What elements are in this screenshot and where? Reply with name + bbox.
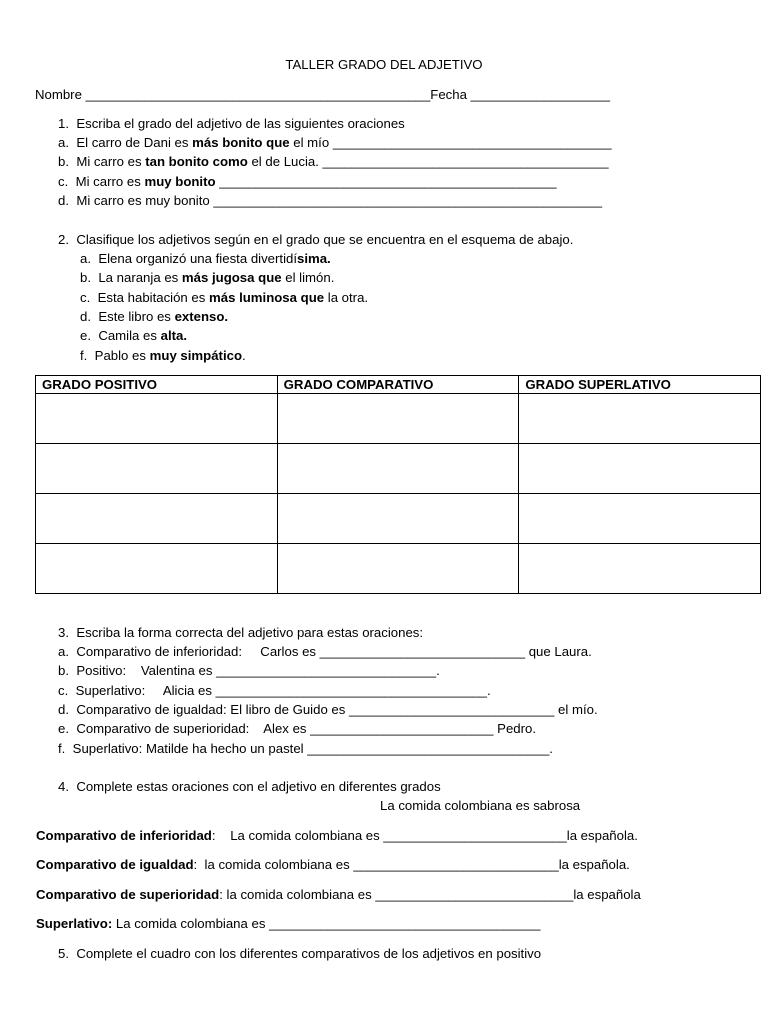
table-row [36,494,761,544]
section-2-item: a. Elena organizó una fiesta divertidísima. [80,251,331,266]
nombre-field[interactable]: _______________________________________________ [85,87,431,102]
fecha-label: Fecha [430,87,467,102]
section-2-heading: 2. Clasifique los adjetivos según en el grado que se encuentra en el esquema de abajo. [58,232,574,247]
section-5-heading: 5. Complete el cuadro con los diferentes comparativos de los adjetivos en positivo [58,946,542,961]
header-positivo: GRADO POSITIVO [36,376,278,394]
section-1-item: a. El carro de Dani es más bonito que el mío ______________________________________ [58,135,612,150]
section-4-example: La comida colombiana es sabrosa [380,798,581,813]
classification-table [35,375,761,594]
section-2-item: f. Pablo es muy simpático. [80,348,246,363]
header-superlativo: GRADO SUPERLATIVO [519,376,761,394]
section-4-item: Superlativo: La comida colombiana es _____________________________________ [36,916,541,931]
nombre-label: Nombre [35,87,82,102]
table-header-row [36,376,761,394]
section-3-item: e. Comparativo de superioridad: Alex es _________________________ Pedro. [58,721,537,736]
fecha-field[interactable]: ___________________ [470,87,610,102]
table-cell[interactable] [519,544,761,594]
section-1-item: c. Mi carro es muy bonito ______________________________________________ [58,174,557,189]
table-row [36,394,761,444]
section-2-item: e. Camila es alta. [80,328,188,343]
table-cell[interactable] [36,394,278,444]
section-2-item: c. Esta habitación es más luminosa que la otra. [80,290,369,305]
section-3-item: d. Comparativo de igualdad: El libro de Guido es ____________________________ el mío. [58,702,598,717]
section-4-item: Comparativo de igualdad: la comida colombiana es ____________________________la española. [36,857,630,872]
section-4-item: Comparativo de superioridad: la comida colombiana es ___________________________la española [36,887,641,902]
table-cell[interactable] [36,544,278,594]
table-cell[interactable] [519,444,761,494]
section-3-item: f. Superlativo: Matilde ha hecho un pastel _________________________________. [58,741,553,756]
table-cell[interactable] [277,494,519,544]
section-4-item: Comparativo de inferioridad: La comida colombiana es _________________________la española. [36,828,638,843]
section-4-heading: 4. Complete estas oraciones con el adjetivo en diferentes grados [58,779,441,794]
section-1-heading: 1. Escriba el grado del adjetivo de las siguientes oraciones [58,116,405,131]
page-title: TALLER GRADO DEL ADJETIVO [285,57,483,72]
section-3-heading: 3. Escriba la forma correcta del adjetivo para estas oraciones: [58,625,424,640]
name-date-line [35,86,610,103]
table-row [36,444,761,494]
table-cell[interactable] [519,394,761,444]
table-row [36,544,761,594]
table-cell[interactable] [36,494,278,544]
section-1-item: d. Mi carro es muy bonito _____________________________________________________ [58,193,603,208]
section-1-item: b. Mi carro es tan bonito como el de Lucia. _______________________________________ [58,154,609,169]
table-cell[interactable] [519,494,761,544]
table-cell[interactable] [277,544,519,594]
table-cell[interactable] [277,394,519,444]
section-2-item: b. La naranja es más jugosa que el limón. [80,270,335,285]
header-comparativo: GRADO COMPARATIVO [277,376,519,394]
table-cell[interactable] [36,444,278,494]
section-2-item: d. Este libro es extenso. [80,309,229,324]
section-3-item: b. Positivo: Valentina es ______________________________. [58,663,440,678]
section-3-item: c. Superlativo: Alicia es _____________________________________. [58,683,491,698]
table-cell[interactable] [277,444,519,494]
section-3-item: a. Comparativo de inferioridad: Carlos es ____________________________ que Laura. [58,644,592,659]
